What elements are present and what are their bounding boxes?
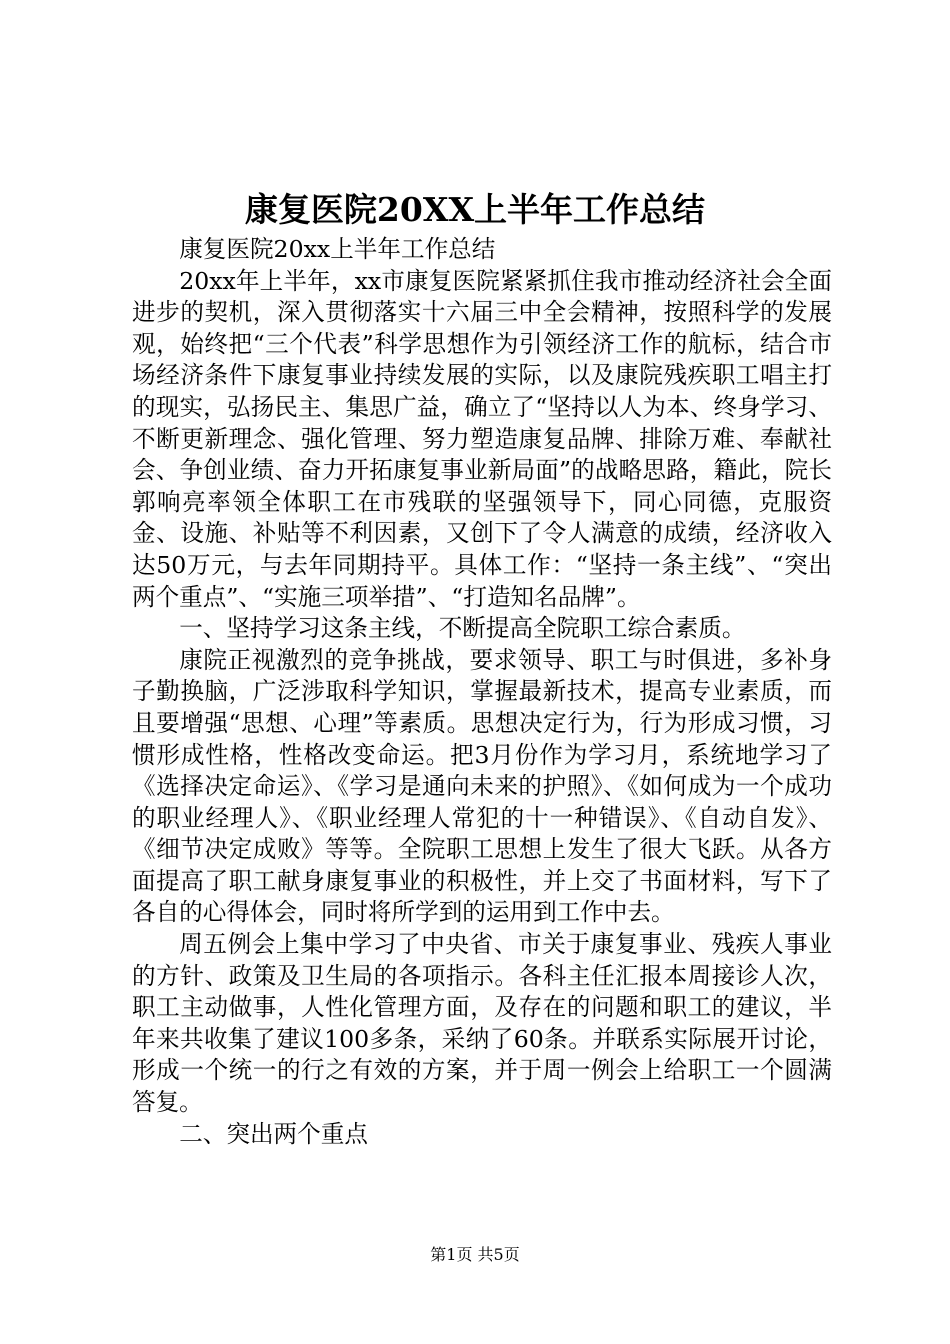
paragraph-weekly-meeting: 周五例会上集中学习了中央省、市关于康复事业、残疾人事业的方针、政策及卫生局的各项指示。各科主任汇报本周接诊人次，职工主动做事，人性化管理方面，及存在的问题和职工的建议，半年来共收集了建议100多条，采纳了60条。并联系实际展开讨论，形成一个统一的行之有效的方案，并于周一例会上给职工一个圆满答复。 <box>132 930 832 1117</box>
paragraph-study: 康院正视激烈的竞争挑战，要求领导、职工与时俱进，多补身子勤换脑，广泛涉取科学知识，掌握最新技术，提高专业素质，而且要增强“思想、心理”等素质。思想决定行为，行为形成习惯，习惯形成性格，性格改变命运。把3月份作为学习月，系统地学习了《选择决定命运》、《学习是通向未来的护照》、《如何成为一个成功的职业经理人》、《职业经理人常犯的十一种错误》、《自动自发》、《细节决定成败》等等。全院职工思想上发生了很大飞跃。从各方面提高了职工献身康复事业的积极性，并上交了书面材料，写下了各自的心得体会，同时将所学到的运用到工作中去。 <box>132 645 832 927</box>
document-body <box>132 234 832 1150</box>
paragraph-intro: 20xx年上半年，xx市康复医院紧紧抓住我市推动经济社会全面进步的契机，深入贯彻落实十六届三中全会精神，按照科学的发展观，始终把“三个代表”科学思想作为引领经济工作的航标，结合市场经济条件下康复事业持续发展的实际，以及康院残疾职工唱主打的现实，弘扬民主、集思广益，确立了“坚持以人为本、终身学习、不断更新理念、强化管理、努力塑造康复品牌、排除万难、奉献社会、争创业绩、奋力开拓康复事业新局面”的战略思路，籍此，院长郭响亮率领全体职工在市残联的坚强领导下，同心同德，克服资金、设施、补贴等不利因素，又创下了令人满意的成绩，经济收入达50万元，与去年同期持平。具体工作：“坚持一条主线”、“突出两个重点”、“实施三项举措”、“打造知名品牌”。 <box>132 266 832 611</box>
paragraph-subtitle: 康复医院20xx上半年工作总结 <box>179 235 496 263</box>
document-title: 康复医院20XX上半年工作总结 <box>244 190 706 229</box>
section-heading-1: 一、坚持学习这条主线，不断提高全院职工综合素质。 <box>179 614 746 643</box>
section-heading-2: 二、突出两个重点 <box>179 1119 368 1148</box>
page-footer: 第1页 共5页 <box>430 1245 520 1264</box>
